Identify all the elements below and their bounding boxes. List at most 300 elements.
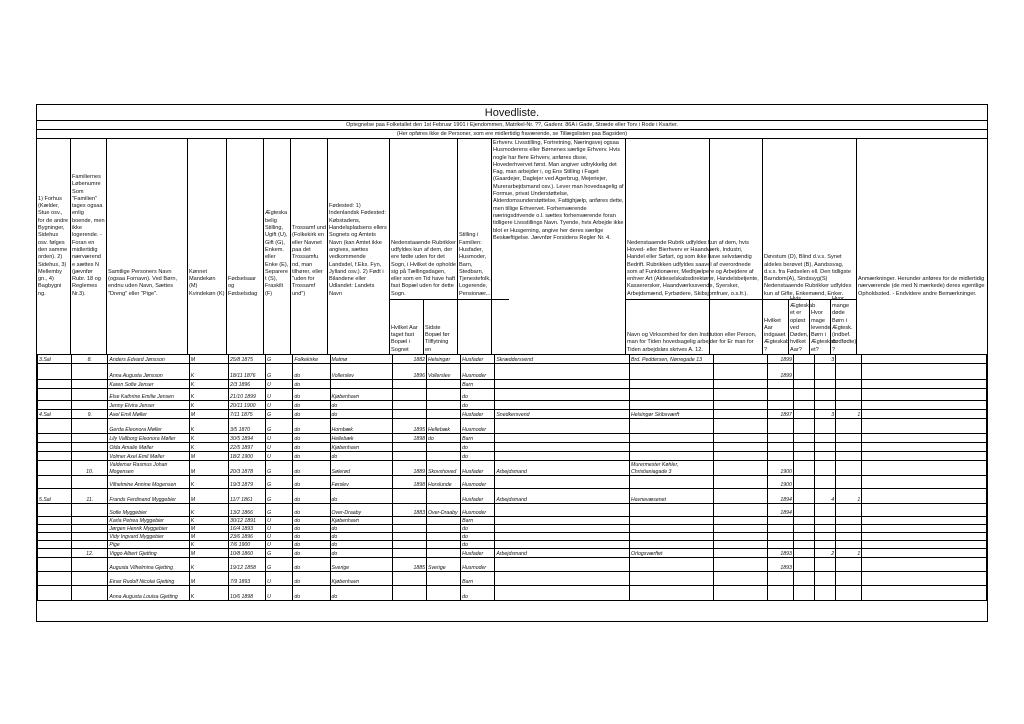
family-position-cell: Husfader [461,461,495,476]
census-sheet [36,104,988,622]
last-residence-cell: Sverige [427,558,461,572]
employer-cell [630,401,714,410]
dead-children-cell [836,380,862,389]
remarks-cell [862,572,987,586]
header-marital-status: Ægteska belig Stilling, Ugift (U), Gift (G), Enkem. eller Enke (E), Separere t (S), Fraskilt (F) [265,210,289,297]
table-row [38,549,987,558]
year-settled-cell: 1889 [392,461,426,476]
year-settled-cell [392,586,426,601]
widowed-year-cell [793,410,814,419]
dead-children-cell [836,419,862,434]
birthdate-cell: 23/6 1896 [228,533,265,541]
family-position-cell: Barn [461,434,495,443]
last-residence-cell [427,380,461,389]
birthdate-cell: 7/11 1875 [228,410,265,419]
occupation-cell [495,443,630,452]
building-cell [38,549,72,558]
living-children-cell [814,389,835,401]
widowed-year-cell [793,541,814,549]
remarks-cell [862,489,987,504]
gender-cell: K [189,380,228,389]
family-position-cell: do [461,401,495,410]
birthdate-cell: 30/5 1894 [228,434,265,443]
gender-cell: K [189,504,228,517]
building-cell [38,517,72,525]
marital-cell: G [266,410,293,419]
header-remarks: Anmærkninger. Herunder anføres for de midlertidig nærværende (de med N mærkede) deres egentlige Opholdssted. - Endvidere andre Bemærkninger. [858,276,985,297]
birthdate-cell: 20/3 1878 [228,461,265,476]
employer-cell [630,533,714,541]
year-settled-cell [392,443,426,452]
religion-cell: do [293,401,330,410]
marital-cell: U [266,443,293,452]
family-number-cell [72,443,108,452]
birthdate-cell: 25/8 1875 [228,355,265,364]
disability-cell [714,489,767,504]
marriage-year-cell [767,380,793,389]
subheader-widowed-year: Hvis Ægteskab et er opløst ved Døden, hvilket Aar? [790,295,816,353]
employer-cell [630,452,714,461]
name-cell: Lily Vallborg Eleonora Møller [108,434,189,443]
living-children-cell: 3 [814,355,835,364]
year-settled-cell [392,533,426,541]
table-row [38,476,987,489]
building-cell [38,443,72,452]
year-settled-cell [392,572,426,586]
name-cell: Viggo Albert Gjetting [108,549,189,558]
family-position-cell: Husfader [461,489,495,504]
building-cell [38,389,72,401]
name-cell: Anna Augusta Jønsson [108,364,189,380]
gender-cell: K [189,517,228,525]
year-settled-cell [392,452,426,461]
occupation-cell [495,380,630,389]
gender-cell: K [189,541,228,549]
family-number-cell [72,389,108,401]
birthdate-cell: 7/9 1893 [228,572,265,586]
religion-cell: do [293,364,330,380]
disability-cell [714,476,767,489]
dead-children-cell [836,434,862,443]
birthplace-cell: do [330,489,392,504]
remarks-cell [862,443,987,452]
employer-cell [630,504,714,517]
disability-cell [714,586,767,601]
employer-cell: Orlogsværftet [630,549,714,558]
name-cell: Anna Augusta Louisa Gjetting [108,586,189,601]
religion-cell: do [293,586,330,601]
living-children-cell [814,443,835,452]
employer-cell [630,434,714,443]
religion-cell: do [293,476,330,489]
birthplace-cell: do [330,401,392,410]
remarks-cell [862,549,987,558]
building-cell: 5.Sal [38,489,72,504]
birthdate-cell: 11/7 1861 [228,489,265,504]
dead-children-cell: 1 [836,489,862,504]
birthdate-cell: 3/5 1870 [228,419,265,434]
last-residence-cell: Helsingør [427,355,461,364]
employer-cell [630,541,714,549]
last-residence-cell: Vollerslev [427,364,461,380]
name-cell: Valdemar Rasmus Johan Mogensen [108,461,189,476]
employer-cell [630,517,714,525]
occupation-cell [495,525,630,533]
name-cell: Anders Edvard Jønsson [108,355,189,364]
birthdate-cell: 10/6 1898 [228,586,265,601]
birthdate-cell: 2/3 1896 [228,380,265,389]
disability-cell [714,549,767,558]
name-cell: Einar Rudolf Nicolai Gjetting [108,572,189,586]
religion-cell: do [293,533,330,541]
dead-children-cell [836,525,862,533]
building-cell [38,504,72,517]
religion-cell: do [293,410,330,419]
birthplace-cell: Sølerød [330,461,392,476]
gender-cell: M [189,355,228,364]
year-settled-cell: 1883 [392,504,426,517]
birthdate-cell: 21/10 1899 [228,389,265,401]
year-settled-cell [392,389,426,401]
last-residence-cell [427,517,461,525]
subheader-marriage-year: Hvilket Aar indgaaet Ægteskab ? [764,317,790,353]
table-row [38,410,987,419]
dead-children-cell [836,389,862,401]
marital-cell: G [266,476,293,489]
header-birthdate: Fødselsaar og Fødselsdag [228,276,258,297]
year-settled-cell: 1885 [392,558,426,572]
employer-cell: Brd. Peddersen, Nørregade 13 [630,355,714,364]
name-cell: Else Kathrine Emilie Jensen [108,389,189,401]
gender-cell: K [189,476,228,489]
occupation-cell [495,586,630,601]
subheader-living-children: Hvor mage levende Børn i Ægteskab et? [811,310,837,353]
marital-cell: U [266,434,293,443]
remarks-cell [862,434,987,443]
marriage-year-cell: 1894 [767,489,793,504]
disability-cell [714,504,767,517]
name-cell: Axel Emil Møller [108,410,189,419]
gender-cell: K [189,558,228,572]
name-cell: Sofie Myggebier [108,504,189,517]
widowed-year-cell [793,419,814,434]
occupation-cell [495,541,630,549]
building-cell: 4.Sal [38,410,72,419]
employer-cell [630,525,714,533]
widowed-year-cell [793,389,814,401]
family-position-cell: do [461,389,495,401]
table-row [38,541,987,549]
dead-children-cell [836,541,862,549]
marriage-year-cell [767,452,793,461]
gender-cell: M [189,489,228,504]
remarks-cell [862,504,987,517]
disability-cell [714,434,767,443]
marriage-year-cell: 1900 [767,461,793,476]
living-children-cell [814,476,835,489]
birthplace-cell: Kjøbenhavn [330,389,392,401]
dead-children-cell [836,452,862,461]
widowed-year-cell [793,443,814,452]
marriage-year-cell [767,517,793,525]
employer-cell [630,364,714,380]
religion-cell: do [293,489,330,504]
employer-cell [630,476,714,489]
disability-cell [714,389,767,401]
religion-cell: do [293,443,330,452]
family-position-cell: Husmoder [461,558,495,572]
remarks-cell [862,452,987,461]
table-row [38,434,987,443]
widowed-year-cell [793,380,814,389]
dead-children-cell [836,476,862,489]
building-cell [38,452,72,461]
table-row [38,461,987,476]
widowed-year-cell [793,401,814,410]
table-row [38,504,987,517]
table-row [38,401,987,410]
occupation-cell [495,419,630,434]
last-residence-cell [427,489,461,504]
family-position-cell: Husmoder [461,504,495,517]
family-position-cell: Husmoder [461,419,495,434]
employer-cell: Murermester Køhler, Christianiagade 3 [630,461,714,476]
family-position-cell: do [461,525,495,533]
widowed-year-cell [793,549,814,558]
birthdate-cell: 13/2 1866 [228,504,265,517]
occupation-cell [495,558,630,572]
living-children-cell: 3 [814,410,835,419]
birthdate-cell: 10/8 1860 [228,549,265,558]
gender-cell: K [189,419,228,434]
marriage-year-cell [767,434,793,443]
marital-cell: G [266,355,293,364]
birthplace-cell: do [330,549,392,558]
religion-cell: do [293,452,330,461]
widowed-year-cell [793,558,814,572]
last-residence-cell [427,586,461,601]
occupation-cell: Arbejdsmand [495,489,630,504]
marriage-year-cell [767,419,793,434]
marriage-year-cell: 1899 [767,355,793,364]
family-number-cell [72,525,108,533]
widowed-year-cell [793,355,814,364]
table-row [38,525,987,533]
family-position-cell: do [461,443,495,452]
family-number-cell [72,380,108,389]
year-settled-cell [392,380,426,389]
widowed-year-cell [793,586,814,601]
family-number-cell [72,504,108,517]
remarks-cell [862,541,987,549]
table-row [38,355,987,364]
year-settled-cell [392,517,426,525]
birthplace-cell [330,380,392,389]
occupation-cell [495,434,630,443]
living-children-cell [814,419,835,434]
marital-cell: U [266,572,293,586]
remarks-cell [862,525,987,533]
subheader-dead-children: Hvor mange døde Børn i Ægtesk. (indbef. dødfødte) ? [832,295,857,353]
remarks-cell [862,410,987,419]
building-cell [38,558,72,572]
marriage-year-cell: 1893 [767,549,793,558]
table-row [38,452,987,461]
family-number-cell [72,586,108,601]
family-position-cell: do [461,586,495,601]
year-settled-cell: 1898 [392,434,426,443]
family-number-cell: 9. [72,410,108,419]
marital-cell: G [266,364,293,380]
disability-cell [714,419,767,434]
table-row [38,517,987,525]
birthdate-cell: 18/11 1876 [228,364,265,380]
religion-cell: do [293,549,330,558]
birthdate-cell: 19/3 1879 [228,476,265,489]
disability-cell [714,452,767,461]
occupation-cell: Arbejdsmand [495,549,630,558]
family-number-cell [72,558,108,572]
family-number-cell [72,572,108,586]
year-settled-cell: 1898 [392,476,426,489]
family-position-cell: do [461,541,495,549]
birthplace-cell: Førslev [330,476,392,489]
widowed-year-cell [793,452,814,461]
dead-children-cell [836,461,862,476]
living-children-cell [814,504,835,517]
occupation-cell [495,572,630,586]
marital-cell: U [266,533,293,541]
name-cell: Augusta Vilhelmina Gjetting [108,558,189,572]
marital-cell: G [266,504,293,517]
disability-cell [714,443,767,452]
header-marriage: Nedenstaaende Rubrikker udfyldes kun af Gifte, Enkemænd, Enker. [764,283,852,297]
name-cell: Karen Sofie Jenser [108,380,189,389]
last-residence-cell [427,549,461,558]
last-residence-cell: Horslunde [427,476,461,489]
name-cell: Jenny Elvira Jenser [108,401,189,410]
last-residence-cell: Hellebæk [427,419,461,434]
year-settled-cell: 1896 [392,364,426,380]
family-position-cell: Husmoder [461,476,495,489]
table-row [38,443,987,452]
header-disability-marriage [763,139,856,298]
birthplace-cell: Malmø [330,355,392,364]
family-position-cell: Barn [461,380,495,389]
table-row [38,558,987,572]
marital-cell: G [266,419,293,434]
header-disability: Døvstum (D), Blind d.v.s. Synet aldeles berøvet (B), Aandssvag, d.v.s. fra Fødselen ell. Den tidligste Barndom(A), Sindssyg(S) [764,254,851,283]
last-residence-cell [427,389,461,401]
occupation-cell [495,401,630,410]
divider [37,129,987,130]
family-number-cell [72,517,108,525]
family-position-cell: Husmoder [461,364,495,380]
last-residence-cell [427,541,461,549]
living-children-cell [814,558,835,572]
subheader-year-settled: Hvilket Aar taget fast Bopæl i Sognet [391,324,418,353]
header-religion: Trossamf und (Folkekirk en eller Navnet paa det Trossamfu nd, man tilhører, eller "uden for Trossamf und") [292,225,326,297]
gender-cell: M [189,572,228,586]
living-children-cell [814,434,835,443]
header-migration: Nedenstaaende Rubrikker udfyldes kun af dem, der ere fødte uden for det Sogn, i Hvilket de opholde sig på Tællingsdagen, eller som en Tid have haft fast Bopæl uden for dette Sogn. [391,239,456,297]
header-birthplace: Fødested: 1) Indenlandsk Fødested: Købstadens, Handelspladsens ellers Sognets og Amtets Navn (kan Amtet ikke angives, sættes vedkommende Landsdel, f.Eks. Fyn, Jylland osv.). 2) Født i Bilandene eller Udlandet: Landets Navn [329,203,387,297]
remarks-cell [862,558,987,572]
dead-children-cell: 1 [836,549,862,558]
building-cell [38,572,72,586]
birthplace-cell: Hornbæk [330,419,392,434]
family-position-cell: Barn [461,572,495,586]
disability-cell [714,401,767,410]
year-settled-cell [392,489,426,504]
marriage-year-cell [767,572,793,586]
disability-cell [714,364,767,380]
family-number-cell [72,476,108,489]
family-number-cell [72,419,108,434]
religion-cell: do [293,380,330,389]
disability-cell [714,572,767,586]
widowed-year-cell [793,517,814,525]
table-row [38,380,987,389]
birthplace-cell: Kjøbenhavn [330,443,392,452]
gender-cell: K [189,401,228,410]
marital-cell: G [266,549,293,558]
employer-cell: Havnevæsenet [630,489,714,504]
living-children-cell [814,380,835,389]
dead-children-cell [836,586,862,601]
last-residence-cell [427,443,461,452]
birthdate-cell: 18/2 1900 [228,452,265,461]
last-residence-cell [427,525,461,533]
remarks-cell [862,380,987,389]
disability-cell [714,525,767,533]
birthplace-cell: do [330,533,392,541]
occupation-cell [495,533,630,541]
year-settled-cell [392,549,426,558]
marital-cell: G [266,489,293,504]
subheader-last-residence: Sidste Bopæl før Tilflytning en [425,324,450,353]
dead-children-cell [836,443,862,452]
divider [37,120,987,121]
marriage-year-cell: 1897 [767,410,793,419]
gender-cell: M [189,461,228,476]
widowed-year-cell [793,525,814,533]
living-children-cell [814,452,835,461]
gender-cell: K [189,389,228,401]
table-row [38,419,987,434]
employer-cell [630,389,714,401]
last-residence-cell [427,410,461,419]
religion-cell: do [293,572,330,586]
name-cell: Olda Amalie Møller [108,443,189,452]
family-position-cell: Husfader [461,549,495,558]
last-residence-cell: Over-Draaby [427,504,461,517]
employer-cell [630,558,714,572]
name-cell: Volmer Axel Emil Møller [108,452,189,461]
birthdate-cell: 22/5 1897 [228,443,265,452]
remarks-cell [862,517,987,525]
marital-cell: U [266,517,293,525]
building-cell [38,364,72,380]
living-children-cell: 2 [814,549,835,558]
religion-cell: do [293,517,330,525]
widowed-year-cell [793,434,814,443]
marriage-year-cell: 1893 [767,558,793,572]
living-children-cell [814,364,835,380]
building-cell [38,525,72,533]
table-row [38,572,987,586]
religion-cell: do [293,558,330,572]
